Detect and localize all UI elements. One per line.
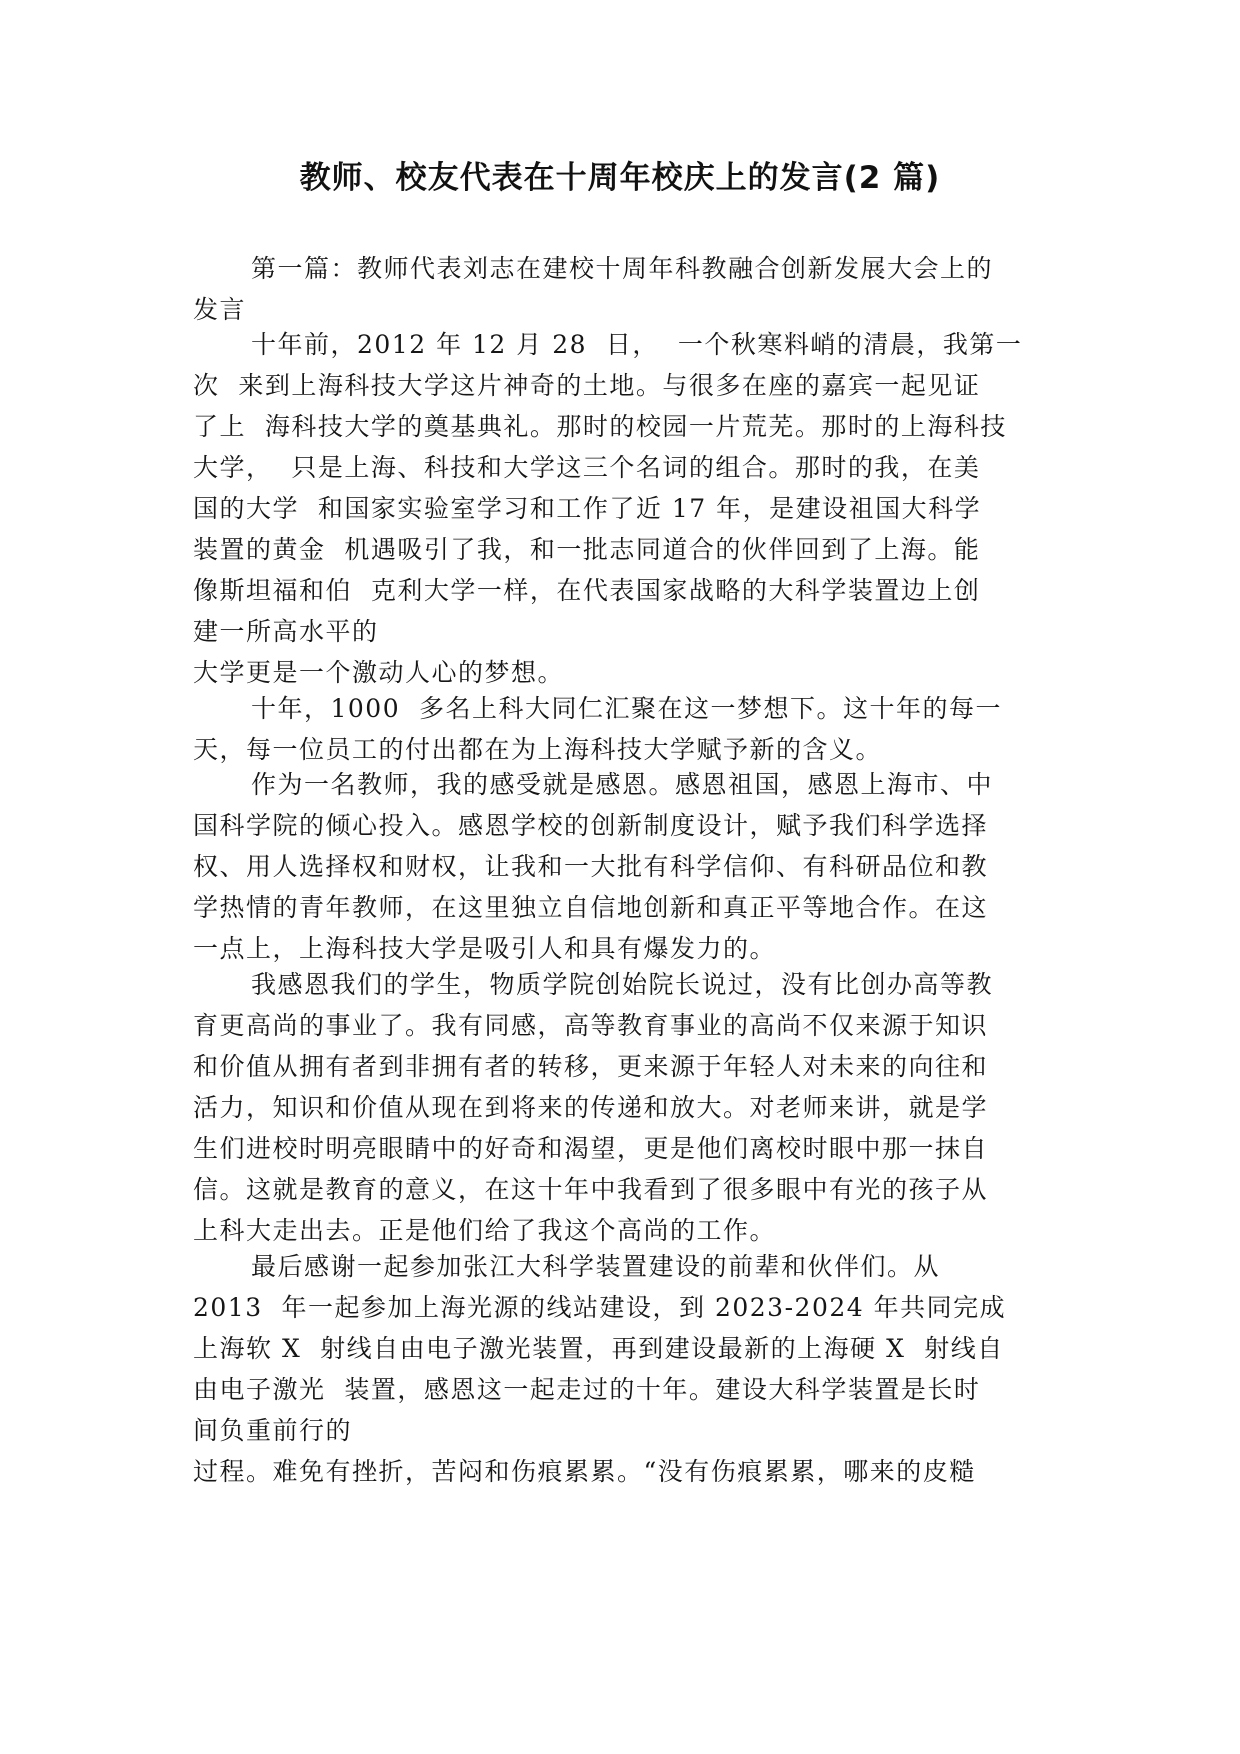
text-line: 我感恩我们的学生，物质学院创始院长说过，没有比创办高等教 [251, 970, 994, 999]
text-line: 国科学院的倾心投入。感恩学校的创新制度设计，赋予我们科学选择 [193, 811, 989, 840]
text-line: 活力，知识和价值从现在到将来的传递和放大。对老师来讲，就是学 [193, 1093, 989, 1122]
text-line: 了上 海科技大学的奠基典礼。那时的校园一片荒芜。那时的上海科技 [193, 412, 1007, 441]
text-line: 发言 [193, 295, 247, 324]
text-line: 天，每一位员工的付出都在为上海科技大学赋予新的含义。 [193, 735, 883, 764]
text-line: 2013 年一起参加上海光源的线站建设，到 2023-2024 年共同完成 [193, 1293, 1007, 1322]
text-line: 十年前，2012 年 12 月 28 日， 一个秋寒料峭的清晨，我第一 [251, 330, 1023, 359]
text-line: 育更高尚的事业了。我有同感，高等教育事业的高尚不仅来源于知识 [193, 1011, 989, 1040]
text-line: 建一所高水平的 [193, 617, 379, 646]
text-line: 国的大学 和国家实验室学习和工作了近 17 年，是建设祖国大科学 [193, 494, 982, 523]
text-line: 一点上，上海科技大学是吸引人和具有爆发力的。 [193, 934, 777, 963]
text-line: 装置的黄金 机遇吸引了我，和一批志同道合的伙伴回到了上海。能 [193, 535, 981, 564]
text-line: 大学， 只是上海、科技和大学这三个名词的组合。那时的我，在美 [193, 453, 981, 482]
text-line: 间负重前行的 [193, 1416, 353, 1445]
paragraph-grateful-students [193, 964, 1053, 1251]
document-title: 教师、校友代表在十周年校庆上的发言(2 篇) [299, 160, 941, 196]
text-line: 生们进校时明亮眼睛中的好奇和渴望，更是他们离校时眼中那一抹自 [193, 1134, 989, 1163]
text-line: 上科大走出去。正是他们给了我这个高尚的工作。 [193, 1216, 777, 1245]
text-line: 最后感谢一起参加张江大科学装置建设的前辈和伙伴们。从 [251, 1252, 941, 1281]
text-line: 由电子激光 装置，感恩这一起走过的十年。建设大科学装置是长时 [193, 1375, 981, 1404]
text-line: 次 来到上海科技大学这片神奇的土地。与很多在座的嘉宾一起见证 [193, 371, 981, 400]
paragraph-as-a-teacher [193, 764, 1053, 969]
text-line: 权、用人选择权和财权，让我和一大批有科学信仰、有科研品位和教 [193, 852, 989, 881]
paragraph-ten-years-colleagues [193, 688, 1053, 770]
text-line: 信。这就是教育的意义，在这十年中我看到了很多眼中有光的孩子从 [193, 1175, 989, 1204]
text-line: 过程。难免有挫折，苦闷和伤痕累累。“没有伤痕累累，哪来的皮糙 [193, 1457, 976, 1486]
paragraph-part-heading [193, 248, 1053, 330]
paragraph-final-thanks [193, 1246, 1053, 1492]
text-line: 学热情的青年教师，在这里独立自信地创新和真正平等地合作。在这 [193, 893, 989, 922]
text-line: 十年，1000 多名上科大同仁汇聚在这一梦想下。这十年的每一 [251, 694, 1003, 723]
text-line: 上海软 X 射线自由电子激光装置，再到建设最新的上海硬 X 射线自 [193, 1334, 1004, 1363]
text-line: 作为一名教师，我的感受就是感恩。感恩祖国，感恩上海市、中 [251, 770, 994, 799]
text-line: 大学更是一个激动人心的梦想。 [193, 658, 565, 687]
text-line: 第一篇：教师代表刘志在建校十周年科教融合创新发展大会上的 [251, 254, 994, 283]
text-line: 像斯坦福和伯 克利大学一样，在代表国家战略的大科学装置边上创 [193, 576, 981, 605]
paragraph-ten-years-ago [193, 324, 1053, 693]
text-line: 和价值从拥有者到非拥有者的转移，更来源于年轻人对未来的向往和 [193, 1052, 989, 1081]
